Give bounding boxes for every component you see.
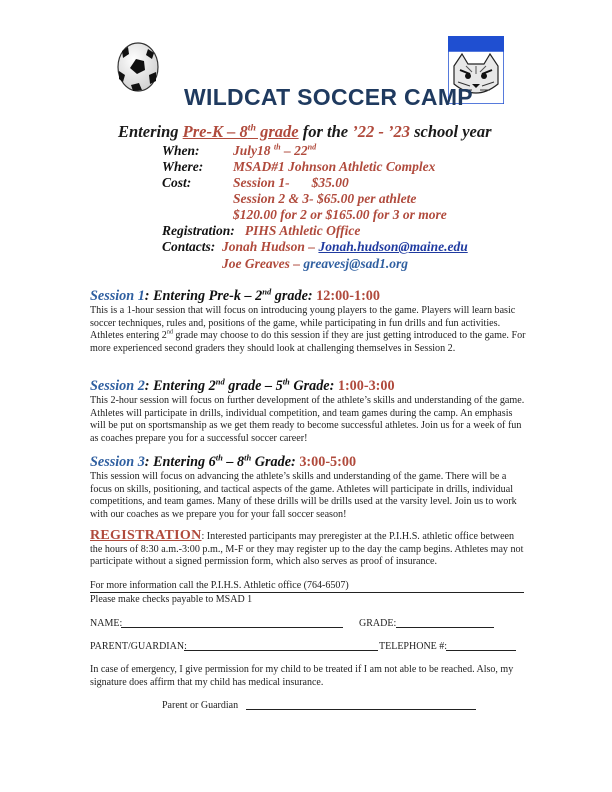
grade-field[interactable] — [396, 627, 494, 628]
name-label: NAME: — [90, 618, 123, 629]
entering-middle: for the — [298, 122, 353, 141]
cost-line-3: $120.00 for 2 or $165.00 for 3 or more — [233, 207, 447, 222]
where-label: Where: — [162, 159, 204, 174]
when-label: When: — [162, 143, 200, 158]
parent-guardian-field[interactable] — [184, 650, 378, 651]
soccer-ball-icon — [116, 41, 160, 93]
page-title: WILDCAT SOCCER CAMP — [184, 84, 473, 110]
entering-suffix: school year — [409, 122, 492, 141]
session-1-heading: Session 1: Entering Pre-k – 2nd grade: 12:00-1:00 — [90, 286, 380, 304]
where-value: MSAD#1 Johnson Athletic Complex — [233, 159, 436, 174]
entering-prefix: Entering — [118, 122, 183, 141]
grade-label: GRADE: — [359, 618, 397, 629]
contacts-line-2: Joe Greaves – greavesj@sad1.org — [222, 256, 408, 271]
name-field[interactable] — [121, 627, 343, 628]
session-2-heading: Session 2: Entering 2nd grade – 5th Grade: 1:00-3:00 — [90, 376, 395, 394]
registration-info: Registration: PIHS Athletic Office — [162, 223, 361, 238]
entering-grades: Pre-K – 8th grade — [182, 122, 299, 141]
session-3-heading: Session 3: Entering 6th – 8th Grade: 3:00-5:00 — [90, 452, 357, 470]
registration-heading: REGISTRATION — [90, 528, 202, 543]
telephone-field[interactable] — [446, 650, 516, 651]
registration-section — [90, 530, 526, 569]
emergency-text: In case of emergency, I give permission for my child to be treated if I am not able to be reached. Also, my signature does affirm that my child has medical insurance. — [90, 664, 514, 688]
signature-label: Parent or Guardian — [162, 700, 239, 711]
parent-guardian-label: PARENT/GUARDIAN: — [90, 641, 187, 652]
session-2-body: This 2-hour session will focus on further development of the athlete’s skills and understanding of the game. Athletes will participate in drills, individual competition, and team games during the camp. An emphasis will be put on sportsmanship as we get them ready to become successful athletes. Join us for a week of fun as coaches prepare you for a successful soccer career! — [90, 395, 525, 445]
cost-line-1: Session 1- $35.00 — [233, 175, 349, 190]
contacts-line-1: Contacts: Jonah Hudson – Jonah.hudson@maine.edu — [162, 239, 468, 254]
contact1-email-link[interactable]: Jonah.hudson@maine.edu — [318, 239, 468, 254]
cost-label: Cost: — [162, 175, 192, 190]
signature-field[interactable] — [246, 709, 476, 710]
registration-text: : Interested participants may preregister at the P.I.H.S. athletic office between the hours of 8:30 a.m.-3:00 p.m., M-F or they may register up to the day the camp begins. Athletes may not participate without a signed permission form, which also serves as proof of insurance. — [90, 531, 524, 568]
telephone-label: TELEPHONE #: — [379, 641, 448, 652]
when-value: July18 $^{th}$ – 22nd — [233, 142, 317, 158]
contact2-email-link[interactable]: greavesj@sad1.org — [303, 256, 408, 271]
checks-line: Please make checks payable to MSAD 1 — [90, 594, 253, 605]
divider — [90, 592, 524, 593]
session-3-body: This session will focus on advancing the athlete’s skills and understanding of the game. There will be a focus on skills, positioning, and tactical aspects of the game. Athletes will participate in drills, individual competitions, and team games. Many of these drills will be drills used at the varsity level. Join us to work with our coaches as we prepare you for your fall soccer season! — [90, 471, 517, 521]
cost-line-2: Session 2 & 3- $65.00 per athlete — [233, 191, 417, 206]
more-info-line: For more information call the P.I.H.S. Athletic office (764-6507) — [90, 580, 349, 591]
entering-line — [118, 122, 492, 142]
entering-years: ’22 - ’23 — [352, 122, 410, 141]
session-1-body: This is a 1-hour session that will focus on introducing young players to the game. Players will learn basic soccer techniques, rules and, positions of the game, while participating in fun drills and fun activities. Athletes entering 2nd grade may choose to do this session if they are just getting introduced to the game. For more experienced second graders they should look at challenging themselves in Session 2. — [90, 305, 526, 355]
